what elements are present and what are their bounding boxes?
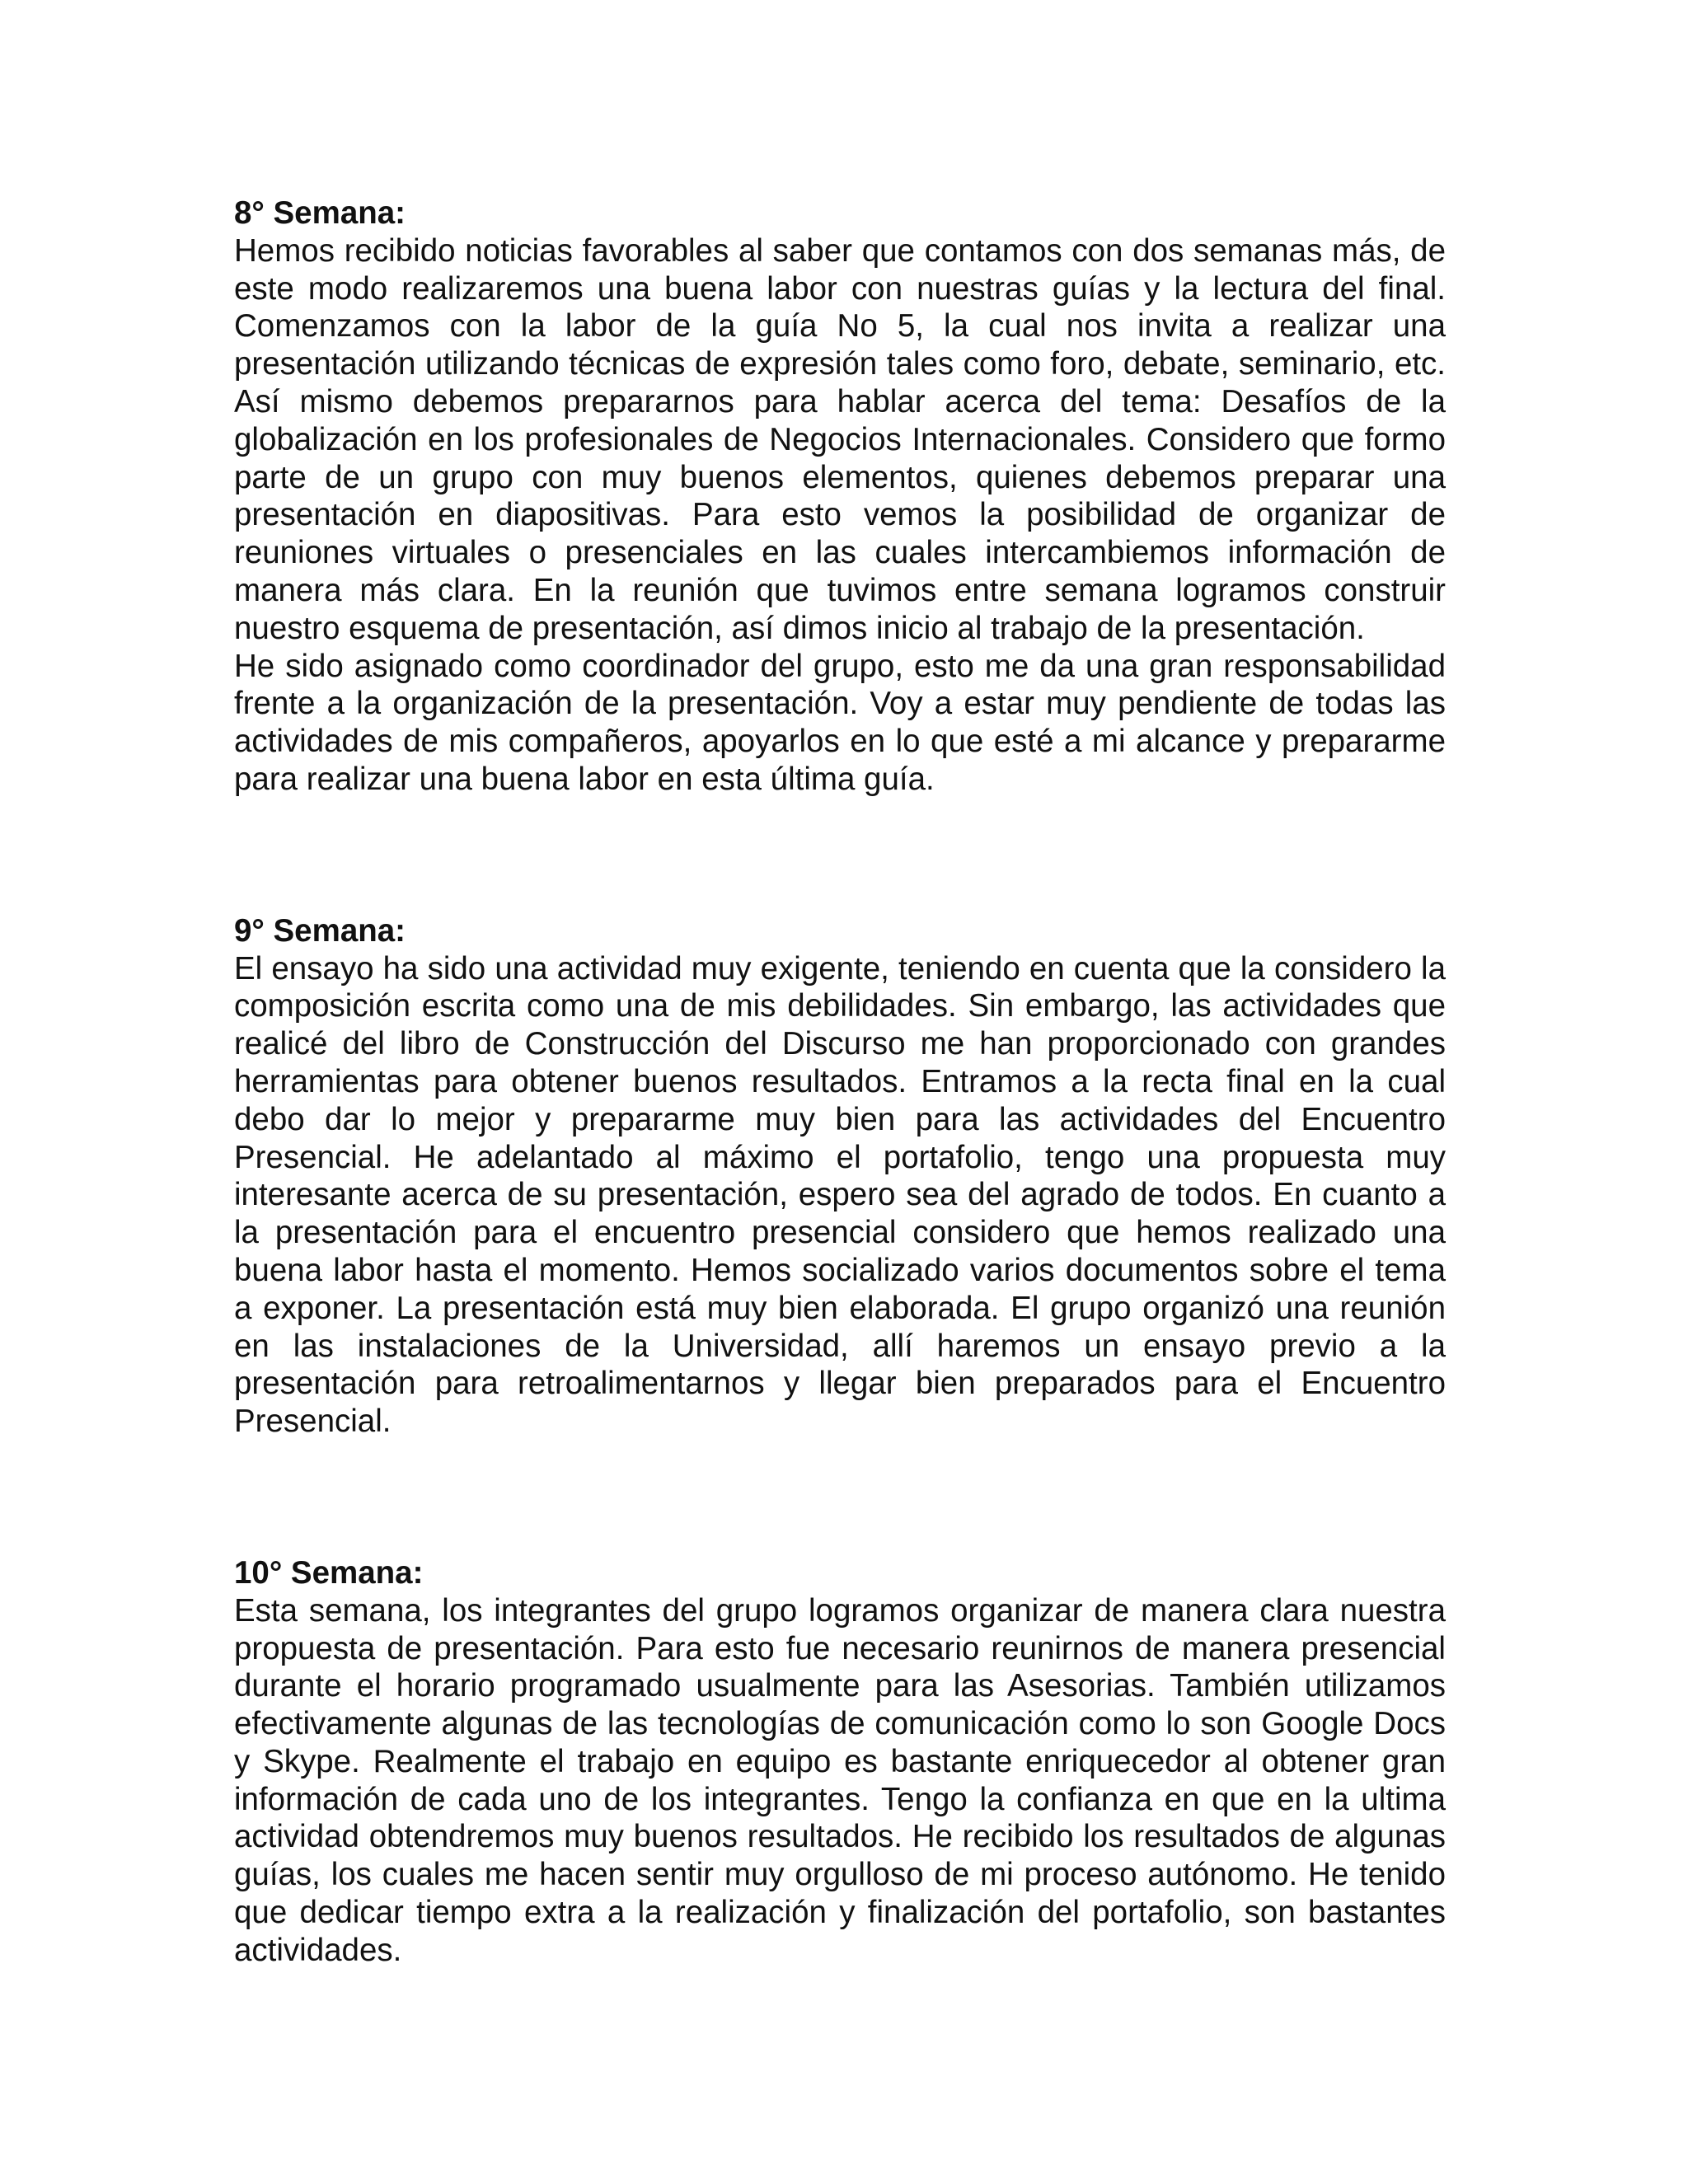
section-paragraph: Esta semana, los integrantes del grupo logramos organizar de manera clara nuestra propuesta de presentación. Para esto fue necesario reunirnos de manera presencial durante el horario programado usualmente para las Asesorias. También utilizamos efectivamente algunas de las tecnologías de comunicación como lo son Google Docs y Skype. Realmente el trabajo en equipo es bastante enriquecedor al obtener gran información de cada uno de los integrantes. Tengo la confianza en que en la ultima actividad obtendremos muy buenos resultados. He recibido los resultados de algunas guías, los cuales me hacen sentir muy orgulloso de mi proceso autónomo. He tenido que dedicar tiempo extra a la realización y finalización del portafolio, son bastantes actividades. [234, 1592, 1446, 1968]
section-heading: 8° Semana: [234, 195, 406, 231]
section-week-8 [234, 194, 1446, 799]
section-heading: 9° Semana: [234, 912, 406, 949]
section-paragraph: He sido asignado como coordinador del grupo, esto me da una gran responsabilidad frente a la organización de la presentación. Voy a estar muy pendiente de todas las actividades de mis compañeros, apoyarlos en lo que esté a mi alcance y prepararme para realizar una buena labor en esta última guía. [234, 648, 1446, 797]
section-paragraph: Hemos recibido noticias favorables al saber que contamos con dos semanas más, de este modo realizaremos una buena labor con nuestras guías y la lectura del final. Comenzamos con la labor de la guía No 5, la cual nos invita a realizar una presentación utilizando técnicas de expresión tales como foro, debate, seminario, etc. Así mismo debemos prepararnos para hablar acerca del tema: Desafíos de la globalización en los profesionales de Negocios Internacionales. Considero que formo parte de un grupo con muy buenos elementos, quienes debemos preparar una presentación en diapositivas. Para esto vemos la posibilidad de organizar de reuniones virtuales o presenciales en las cuales intercambiemos información de manera más clara. En la reunión que tuvimos entre semana logramos construir nuestro esquema de presentación, así dimos inicio al trabajo de la presentación. [234, 232, 1446, 646]
section-heading: 10° Semana: [234, 1554, 424, 1591]
section-week-9 [234, 912, 1446, 1441]
document-page [234, 194, 1446, 1970]
section-week-10 [234, 1554, 1446, 1970]
section-paragraph: El ensayo ha sido una actividad muy exigente, teniendo en cuenta que la considero la composición escrita como una de mis debilidades. Sin embargo, las actividades que realicé del libro de Construcción del Discurso me han proporcionado con grandes herramientas para obtener buenos resultados. Entramos a la recta final en la cual debo dar lo mejor y prepararme muy bien para las actividades del Encuentro Presencial. He adelantado al máximo el portafolio, tengo una propuesta muy interesante acerca de su presentación, espero sea del agrado de todos. En cuanto a la presentación para el encuentro presencial considero que hemos realizado una buena labor hasta el momento. Hemos socializado varios documentos sobre el tema a exponer. La presentación está muy bien elaborada. El grupo organizó una reunión en las instalaciones de la Universidad, allí haremos un ensayo previo a la presentación para retroalimentarnos y llegar bien preparados para el Encuentro Presencial. [234, 950, 1446, 1440]
